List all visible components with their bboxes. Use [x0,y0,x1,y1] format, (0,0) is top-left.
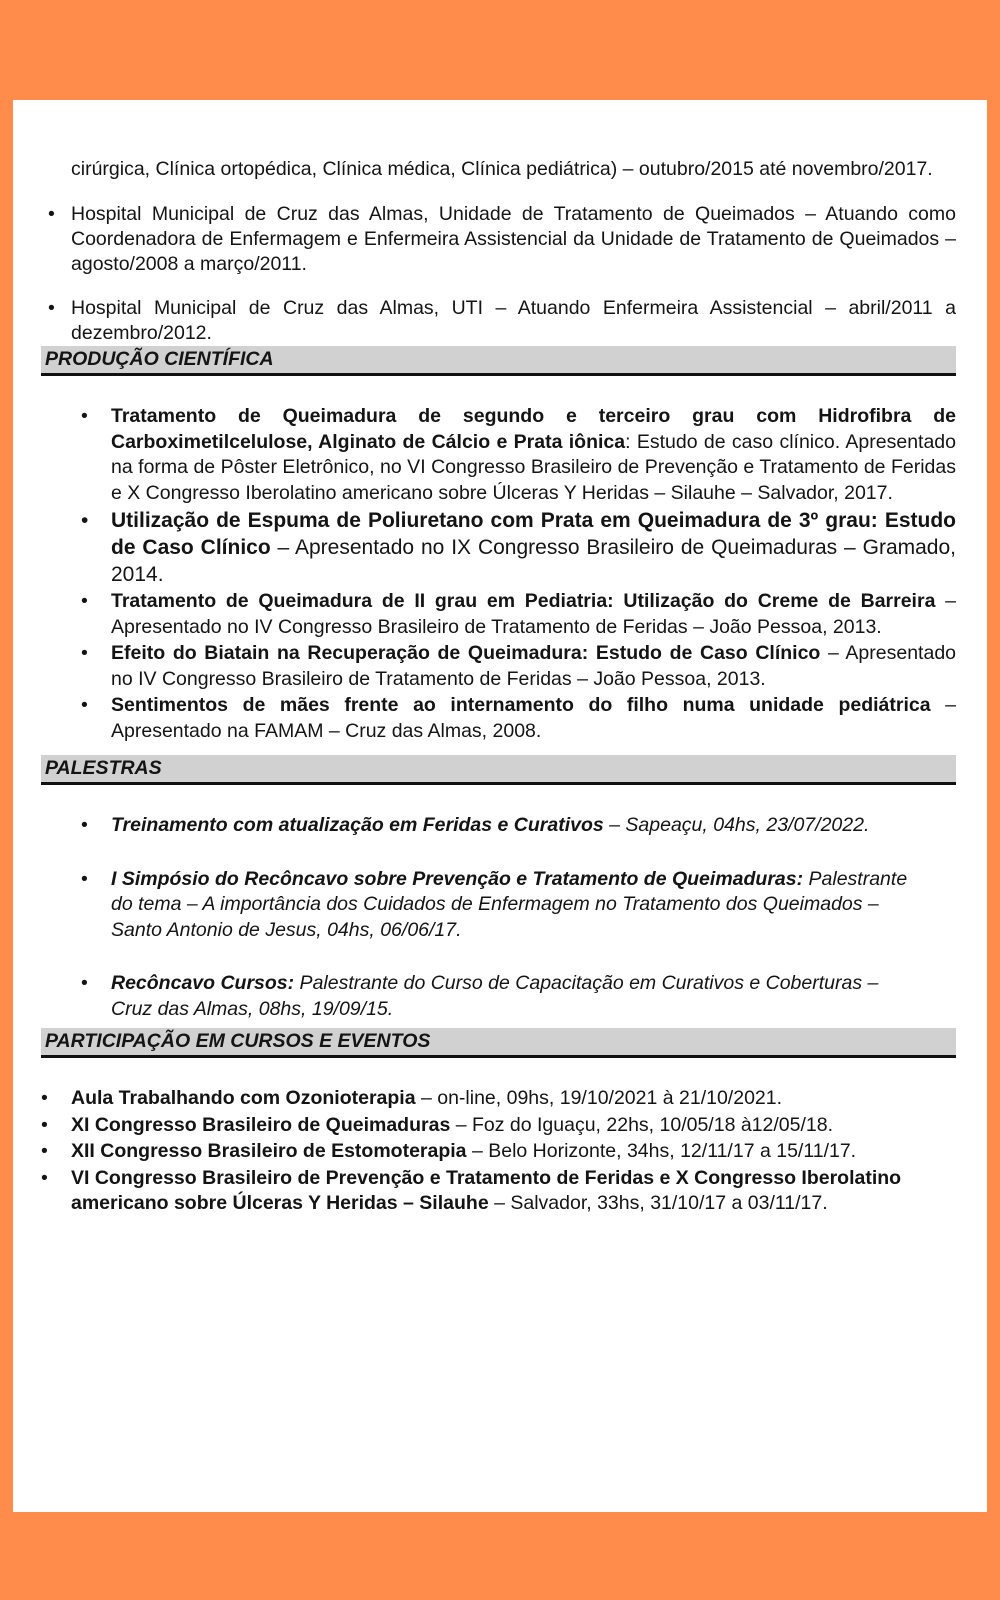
item-detail: – Apresentado no IV Congresso Brasileiro de Tratamento de Feridas – João Pessoa, 2013. [111,642,957,690]
item-detail: – Apresentado no IX Congresso Brasileiro de Queimaduras – Gramado, 2014. [111,536,956,586]
section-heading-palestras: PALESTRAS [41,755,956,785]
experience-item: • Hospital Municipal de Cruz das Almas, Unidade de Tratamento de Queimados – Atuando como Coordenadora de Enfermagem e Enfermeira Assistencial da Unidade de Tratamento de Queimados – agosto/2008 a março/2011. [41,202,956,277]
list-item [41,867,956,944]
document-page [13,100,987,1512]
item-title: Aula Trabalhando com Ozonioterapia [71,1087,416,1109]
item-title: Treinamento com atualização em Feridas e Curativos [111,814,604,836]
section-heading-producao: PRODUÇÃO CIENTÍFICA [41,346,956,376]
item-title: I Simpósio do Recôncavo sobre Prevenção e Tratamento de Queimaduras: [111,867,804,890]
item-detail: – Belo Horizonte, 34hs, 12/11/17 a 15/11/17. [466,1140,857,1162]
item-detail: Palestrante do tema – A importância dos Cuidados de Enfermagem no Tratamento dos Queimados – Santo Antonio de Jesus, 04hs, 06/06/17. [111,867,908,941]
item-detail: – Sapeaçu, 04hs, 23/07/2022. [603,814,870,836]
item-title: Tratamento de Queimadura de segundo e terceiro grau com Hidrofibra de Carboximetilcelulose, Alginato de Cálcio e Prata iônica [111,405,956,453]
item-title: Utilização de Espuma de Poliuretano com Prata em Queimadura de 3º grau: Estudo de Caso Clínico [111,509,956,559]
item-detail: – on-line, 09hs, 19/10/2021 à 21/10/2021. [415,1087,783,1109]
list-item [41,507,956,588]
item-detail: – Apresentado no IV Congresso Brasileiro de Tratamento de Feridas – João Pessoa, 2013. [111,590,956,638]
item-title: Tratamento de Queimadura de II grau em Pediatria: Utilização do Creme de Barreira [111,590,936,612]
list-item [41,641,956,692]
list-item [41,1113,956,1139]
list-item [41,971,956,1022]
item-detail: : Estudo de caso clínico. Apresentado na forma de Pôster Eletrônico, no VI Congresso Brasileiro de Prevenção e Tratamento de Feridas e X Congresso Iberolatino americano sobre Úlceras Y Heridas – Silauhe – Salvador, 2017. [111,430,956,504]
scientific-production-list [41,376,956,755]
intro-continued-text: cirúrgica, Clínica ortopédica, Clínica médica, Clínica pediátrica) – outubro/2015 até novembro/2017. [71,158,933,180]
item-title: Efeito do Biatain na Recuperação de Queimadura: Estudo de Caso Clínico [111,642,821,664]
list-item [41,693,956,744]
section-heading-cursos: PARTICIPAÇÃO EM CURSOS E EVENTOS [41,1028,956,1058]
experience-item: • Hospital Municipal de Cruz das Almas, UTI – Atuando Enfermeira Assistencial – abril/2011 a dezembro/2012. [41,296,956,346]
item-detail: – Foz do Iguaçu, 22hs, 10/05/18 à12/05/18. [450,1113,834,1136]
item-detail: – Salvador, 33hs, 31/10/17 a 03/11/17. [488,1192,828,1214]
document-content [41,157,956,1218]
item-title: Recôncavo Cursos: [111,972,295,994]
item-title: VI Congresso Brasileiro de Prevenção e Tratamento de Feridas e X Congresso Iberolatino americano sobre Úlceras Y Heridas – Silauhe [71,1166,902,1214]
list-item [41,589,956,640]
list-item [41,404,956,506]
talks-list [41,785,956,1028]
list-item [41,1086,956,1112]
item-title: XI Congresso Brasileiro de Queimaduras [71,1113,451,1136]
list-item [41,1166,956,1217]
item-title: XII Congresso Brasileiro de Estomoterapia [71,1140,467,1162]
item-detail: Palestrante do Curso de Capacitação em Curativos e Coberturas – Cruz das Almas, 08hs, 19/09/15. [111,972,879,1020]
item-title: Sentimentos de mães frente ao internamento do filho numa unidade pediátrica [111,694,931,716]
list-item [41,813,956,839]
item-detail: – Apresentado na FAMAM – Cruz das Almas, 2008. [111,694,956,742]
courses-events-list [41,1058,956,1217]
list-item [41,1139,956,1165]
